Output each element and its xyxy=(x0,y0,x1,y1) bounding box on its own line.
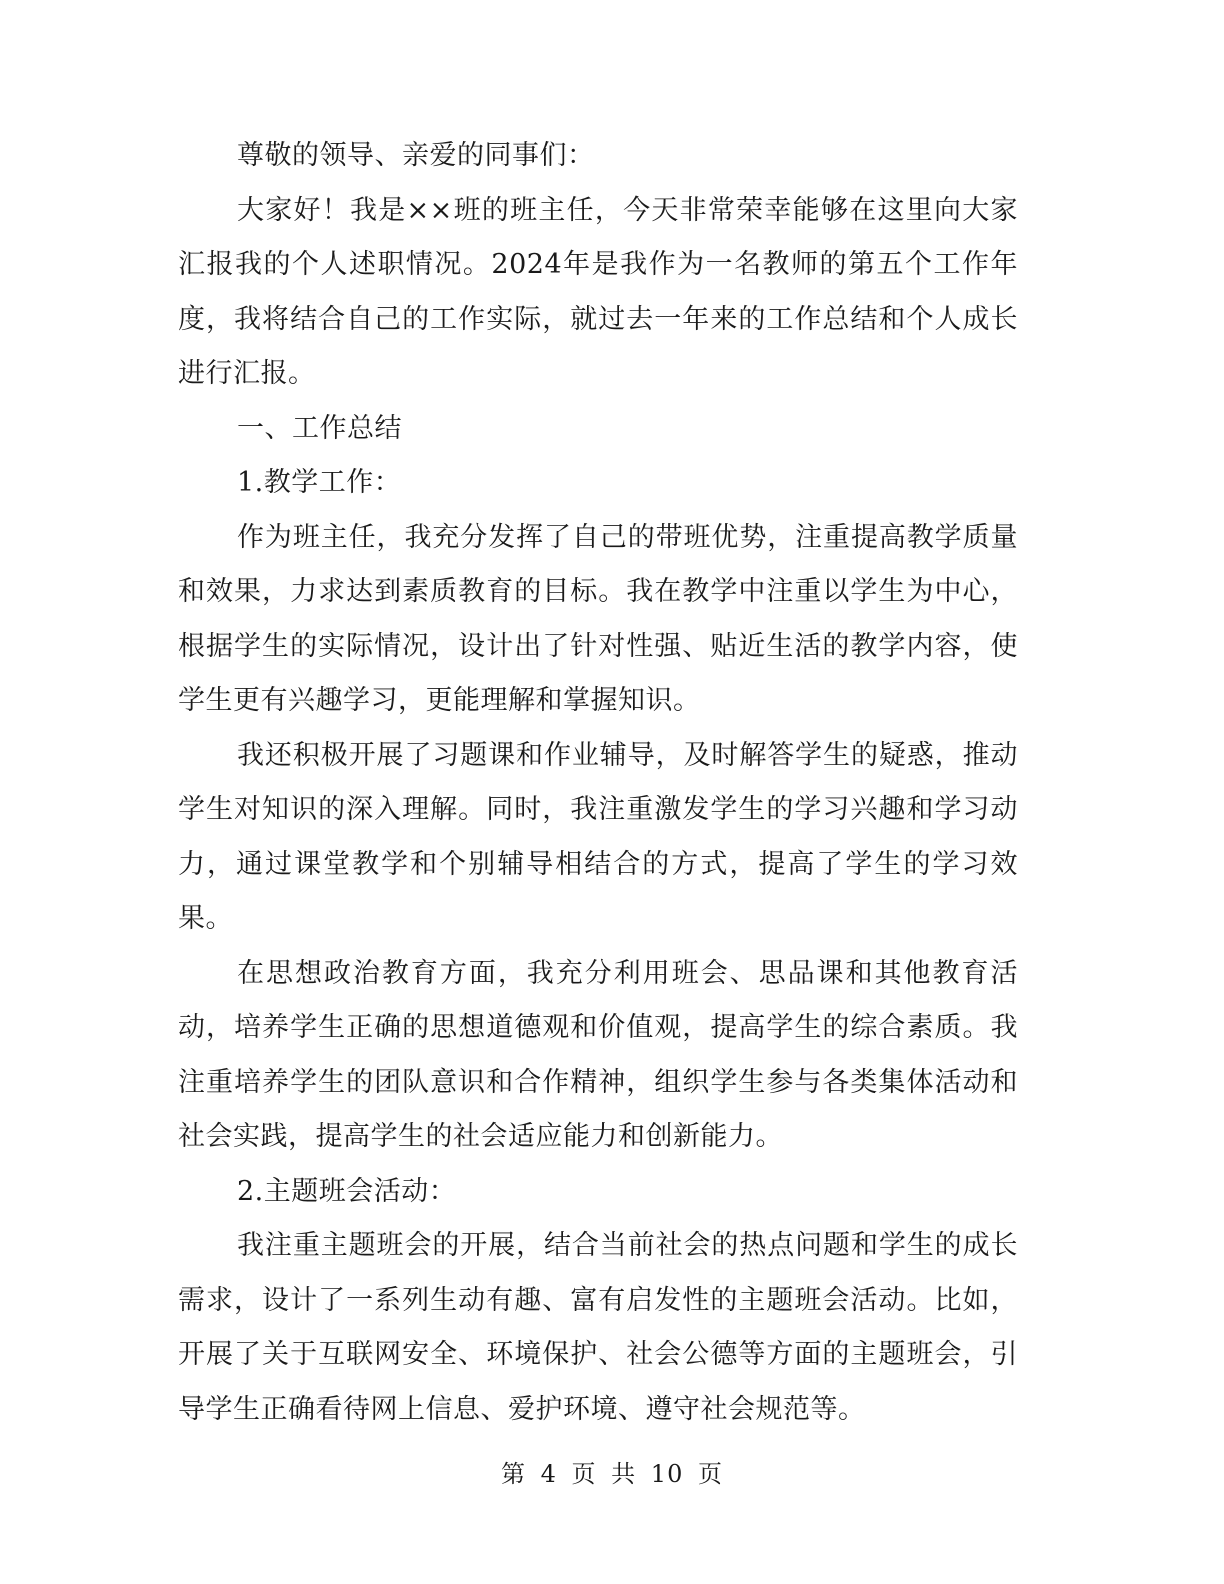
subheading-class-meeting: 2.主题班会活动： xyxy=(237,1175,457,1207)
class-meeting-paragraph: 我注重主题班会的开展，结合当前社会的热点问题和学生的成长需求，设计了一系列生动有趣、富有启发性的主题班会活动。比如，开展了关于互联网安全、环境保护、社会公德等方面的主题班会，引导学生正确看待网上信息、爱护环境、遵守社会规范等。 xyxy=(178,1230,1018,1425)
teaching-paragraph-2: 我还积极开展了习题课和作业辅导，及时解答学生的疑惑，推动学生对知识的深入理解。同时，我注重激发学生的学习兴趣和学习动力，通过课堂教学和个别辅导相结合的方式，提高了学生的学习效果。 xyxy=(178,739,1018,934)
intro-paragraph: 大家好！我是××班的班主任，今天非常荣幸能够在这里向大家汇报我的个人述职情况。2024年是我作为一名教师的第五个工作年度，我将结合自己的工作实际，就过去一年来的工作总结和个人成长进行汇报。 xyxy=(178,194,1018,389)
section-heading-work-summary: 一、工作总结 xyxy=(237,412,402,444)
subheading-teaching-work: 1.教学工作： xyxy=(237,467,402,498)
document-body xyxy=(178,129,1018,1437)
moral-education-paragraph: 在思想政治教育方面，我充分利用班会、思品课和其他教育活动，培养学生正确的思想道德观和价值观，提高学生的综合素质。我注重培养学生的团队意识和合作精神，组织学生参与各类集体活动和社会实践，提高学生的社会适应能力和创新能力。 xyxy=(178,957,1018,1152)
salutation: 尊敬的领导、亲爱的同事们： xyxy=(237,140,595,171)
page-number-footer: 第 4 页 共 10 页 xyxy=(501,1460,723,1488)
teaching-paragraph-1: 作为班主任，我充分发挥了自己的带班优势，注重提高教学质量和效果，力求达到素质教育的目标。我在教学中注重以学生为中心，根据学生的实际情况，设计出了针对性强、贴近生活的教学内容，使学生更有兴趣学习，更能理解和掌握知识。 xyxy=(178,521,1018,716)
